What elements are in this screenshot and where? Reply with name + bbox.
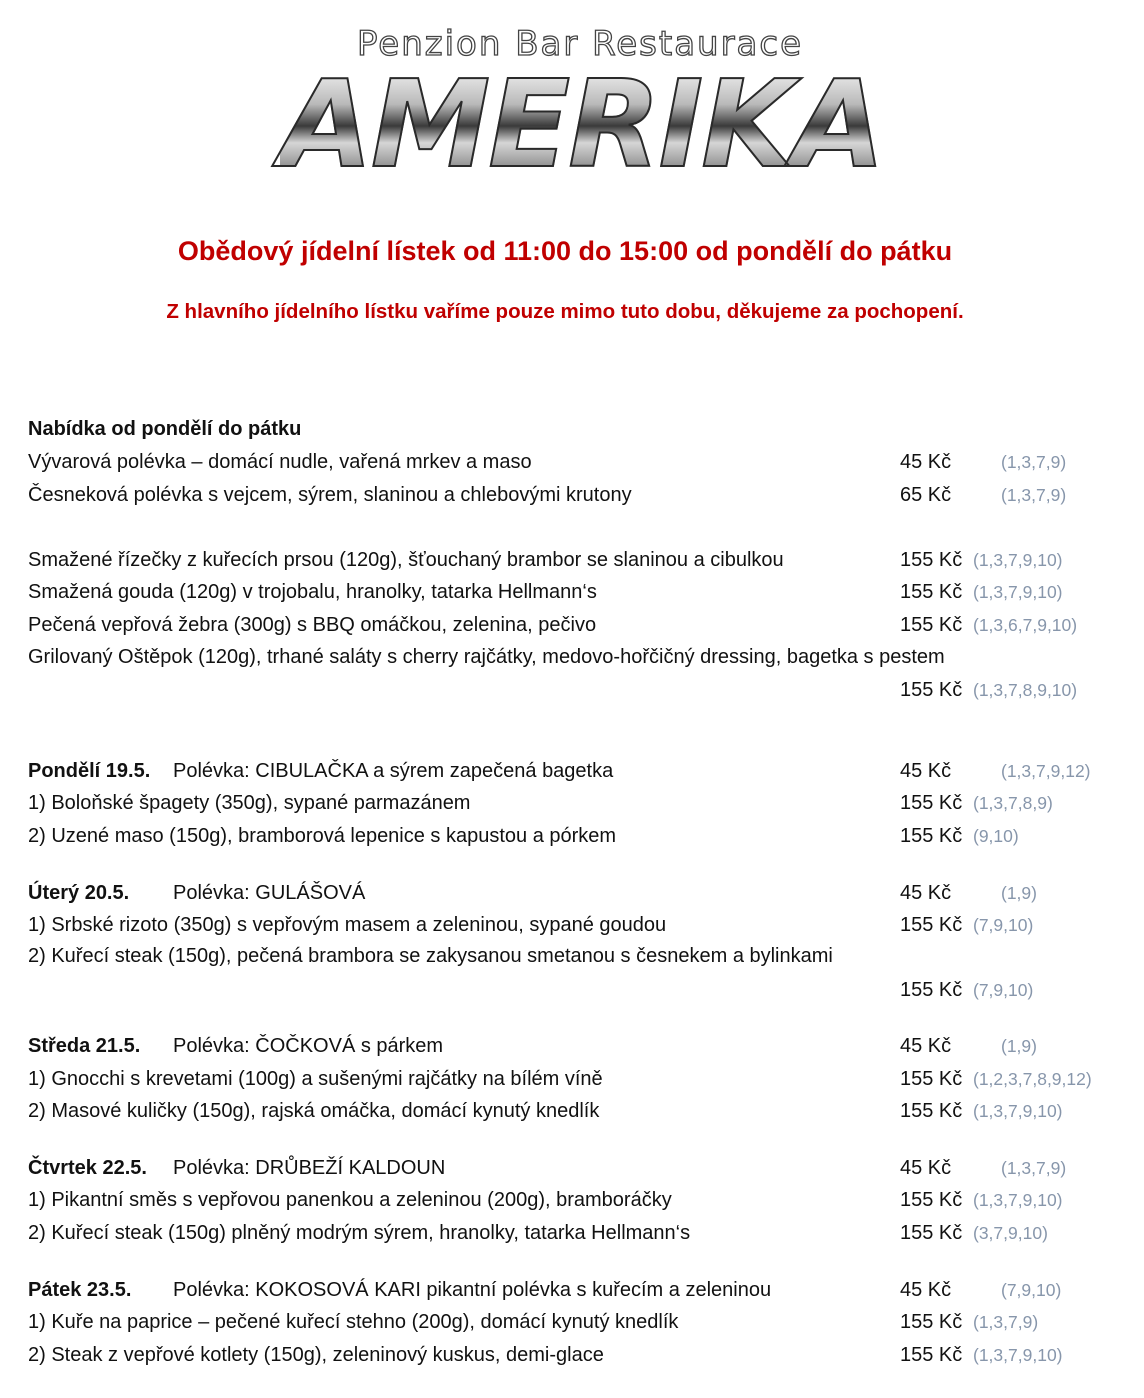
soup-name: Polévka: ČOČKOVÁ s párkem (173, 1035, 444, 1057)
day-label: Čtvrtek 22.5. (28, 1157, 147, 1179)
soup-allergens: (1,9) (1001, 1036, 1037, 1056)
item-allergens: (1,3,7,9) (1001, 485, 1067, 505)
page-note: Z hlavního jídelního lístku vaříme pouze mimo tuto dobu, děkujeme za pochopení. (166, 300, 964, 323)
item-name: Pečená vepřová žebra (300g) s BBQ omáčkou, zelenina, pečivo (28, 614, 597, 636)
menu-item (28, 1096, 1128, 1126)
soup-price: 45 Kč (900, 1035, 952, 1057)
day-soup-row (28, 1153, 1128, 1183)
soup-name: Polévka: CIBULAČKA a sýrem zapečená bagetka (173, 760, 614, 782)
item-allergens: (9,10) (973, 826, 1019, 846)
menu-item-price-line (28, 975, 1128, 1005)
restaurant-logo (280, 18, 884, 218)
item-allergens: (1,3,7,8,9) (973, 793, 1053, 813)
item-allergens: (1,3,7,9,10) (973, 1101, 1063, 1121)
menu-item (28, 545, 1128, 575)
item-name: Vývarová polévka – domácí nudle, vařená mrkev a maso (28, 451, 532, 473)
logo-subtitle: Penzion Bar Restaurace (356, 24, 804, 64)
item-price: 155 Kč (900, 581, 963, 603)
item-price: 155 Kč (900, 1222, 963, 1244)
item-name: 2) Kuřecí steak (150g) plněný modrým sýrem, hranolky, tatarka Hellmann‘s (28, 1222, 691, 1244)
item-allergens: (1,3,6,7,9,10) (973, 615, 1078, 635)
day-label: Úterý 20.5. (28, 882, 130, 904)
menu-item-price-line (28, 675, 1128, 705)
item-name: 1) Kuře na paprice – pečené kuřecí stehno (200g), domácí kynutý knedlík (28, 1311, 679, 1333)
soup-allergens: (1,3,7,9,12) (1001, 761, 1091, 781)
item-price: 155 Kč (900, 979, 963, 1001)
item-allergens: (1,3,7,9) (1001, 452, 1067, 472)
item-allergens: (1,3,7,9,10) (973, 1345, 1063, 1365)
menu-item (28, 941, 1128, 971)
day-soup-row (28, 1275, 1128, 1305)
item-price: 65 Kč (900, 484, 952, 506)
menu-item (28, 1185, 1128, 1215)
day-label: Pátek 23.5. (28, 1279, 132, 1301)
item-price: 155 Kč (900, 549, 963, 571)
day-label: Středa 21.5. (28, 1035, 141, 1057)
soup-allergens: (1,9) (1001, 883, 1037, 903)
item-price: 155 Kč (900, 1344, 963, 1366)
item-allergens: (1,3,7,9,10) (973, 1190, 1063, 1210)
day-soup-row (28, 878, 1128, 908)
item-name: Česneková polévka s vejcem, sýrem, slaninou a chlebovými krutony (28, 484, 632, 506)
soup-price: 45 Kč (900, 882, 952, 904)
menu-item (28, 577, 1128, 607)
soup-price: 45 Kč (900, 760, 952, 782)
item-name: 1) Gnocchi s krevetami (100g) a sušenými rajčátky na bílém víně (28, 1068, 603, 1090)
item-allergens: (7,9,10) (973, 915, 1034, 935)
menu-item (28, 610, 1128, 640)
menu-item (28, 788, 1128, 818)
item-name: 2) Masové kuličky (150g), rajská omáčka, domácí kynutý knedlík (28, 1100, 600, 1122)
item-price: 155 Kč (900, 1068, 963, 1090)
menu-item (28, 447, 1128, 477)
item-name: Grilovaný Oštěpok (120g), trhané saláty s cherry rajčátky, medovo-hořčičný dressing, bagetka s pestem (28, 646, 945, 668)
item-allergens: (1,3,7,9) (973, 1312, 1039, 1332)
menu-item (28, 821, 1128, 851)
soup-price: 45 Kč (900, 1279, 952, 1301)
item-price: 155 Kč (900, 1189, 963, 1211)
item-name: 1) Boloňské špagety (350g), sypané parmazánem (28, 792, 471, 814)
item-price: 155 Kč (900, 679, 963, 701)
item-name: 2) Steak z vepřové kotlety (150g), zeleninový kuskus, demi-glace (28, 1344, 604, 1366)
day-soup-row (28, 1031, 1128, 1061)
menu-item (28, 1218, 1128, 1248)
item-allergens: (7,9,10) (973, 980, 1034, 1000)
item-allergens: (1,3,7,9,10) (973, 582, 1063, 602)
menu-item (28, 642, 1128, 672)
item-name: Smažená gouda (120g) v trojobalu, hranolky, tatarka Hellmann‘s (28, 581, 597, 603)
item-allergens: (1,2,3,7,8,9,12) (973, 1069, 1092, 1089)
item-price: 155 Kč (900, 914, 963, 936)
page-title: Obědový jídelní lístek od 11:00 do 15:00 od pondělí do pátku (177, 236, 953, 266)
day-soup-row (28, 756, 1128, 786)
item-price: 155 Kč (900, 1100, 963, 1122)
menu-item (28, 910, 1128, 940)
menu-item (28, 1340, 1128, 1370)
item-allergens: (3,7,9,10) (973, 1223, 1048, 1243)
item-price: 45 Kč (900, 451, 952, 473)
item-name: 2) Kuřecí steak (150g), pečená brambora se zakysanou smetanou s česnekem a bylinkami (28, 945, 833, 967)
menu-item (28, 480, 1128, 510)
day-label: Pondělí 19.5. (28, 760, 151, 782)
soup-name: Polévka: DRŮBEŽÍ KALDOUN (173, 1157, 446, 1179)
soup-name: Polévka: KOKOSOVÁ KARI pikantní polévka s kuřecím a zeleninou (173, 1279, 772, 1301)
item-price: 155 Kč (900, 792, 963, 814)
weekly-heading-text: Nabídka od pondělí do pátku (28, 418, 302, 440)
menu-item (28, 1307, 1128, 1337)
weekly-heading (28, 414, 1128, 444)
menu-item (28, 1064, 1128, 1094)
item-name: Smažené řízečky z kuřecích prsou (120g), šťouchaný brambor se slaninou a cibulkou (28, 549, 784, 571)
soup-name: Polévka: GULÁŠOVÁ (173, 882, 366, 904)
item-name: 1) Srbské rizoto (350g) s vepřovým masem a zeleninou, sypané goudou (28, 914, 667, 936)
item-price: 155 Kč (900, 825, 963, 847)
item-allergens: (1,3,7,9,10) (973, 550, 1063, 570)
item-price: 155 Kč (900, 614, 963, 636)
item-name: 1) Pikantní směs s vepřovou panenkou a zeleninou (200g), bramboráčky (28, 1189, 672, 1211)
logo-brand: AMERIKA (280, 56, 884, 195)
item-allergens: (1,3,7,8,9,10) (973, 680, 1078, 700)
soup-allergens: (7,9,10) (1001, 1280, 1062, 1300)
item-name: 2) Uzené maso (150g), bramborová lepenice s kapustou a pórkem (28, 825, 617, 847)
item-price: 155 Kč (900, 1311, 963, 1333)
soup-allergens: (1,3,7,9) (1001, 1158, 1067, 1178)
soup-price: 45 Kč (900, 1157, 952, 1179)
